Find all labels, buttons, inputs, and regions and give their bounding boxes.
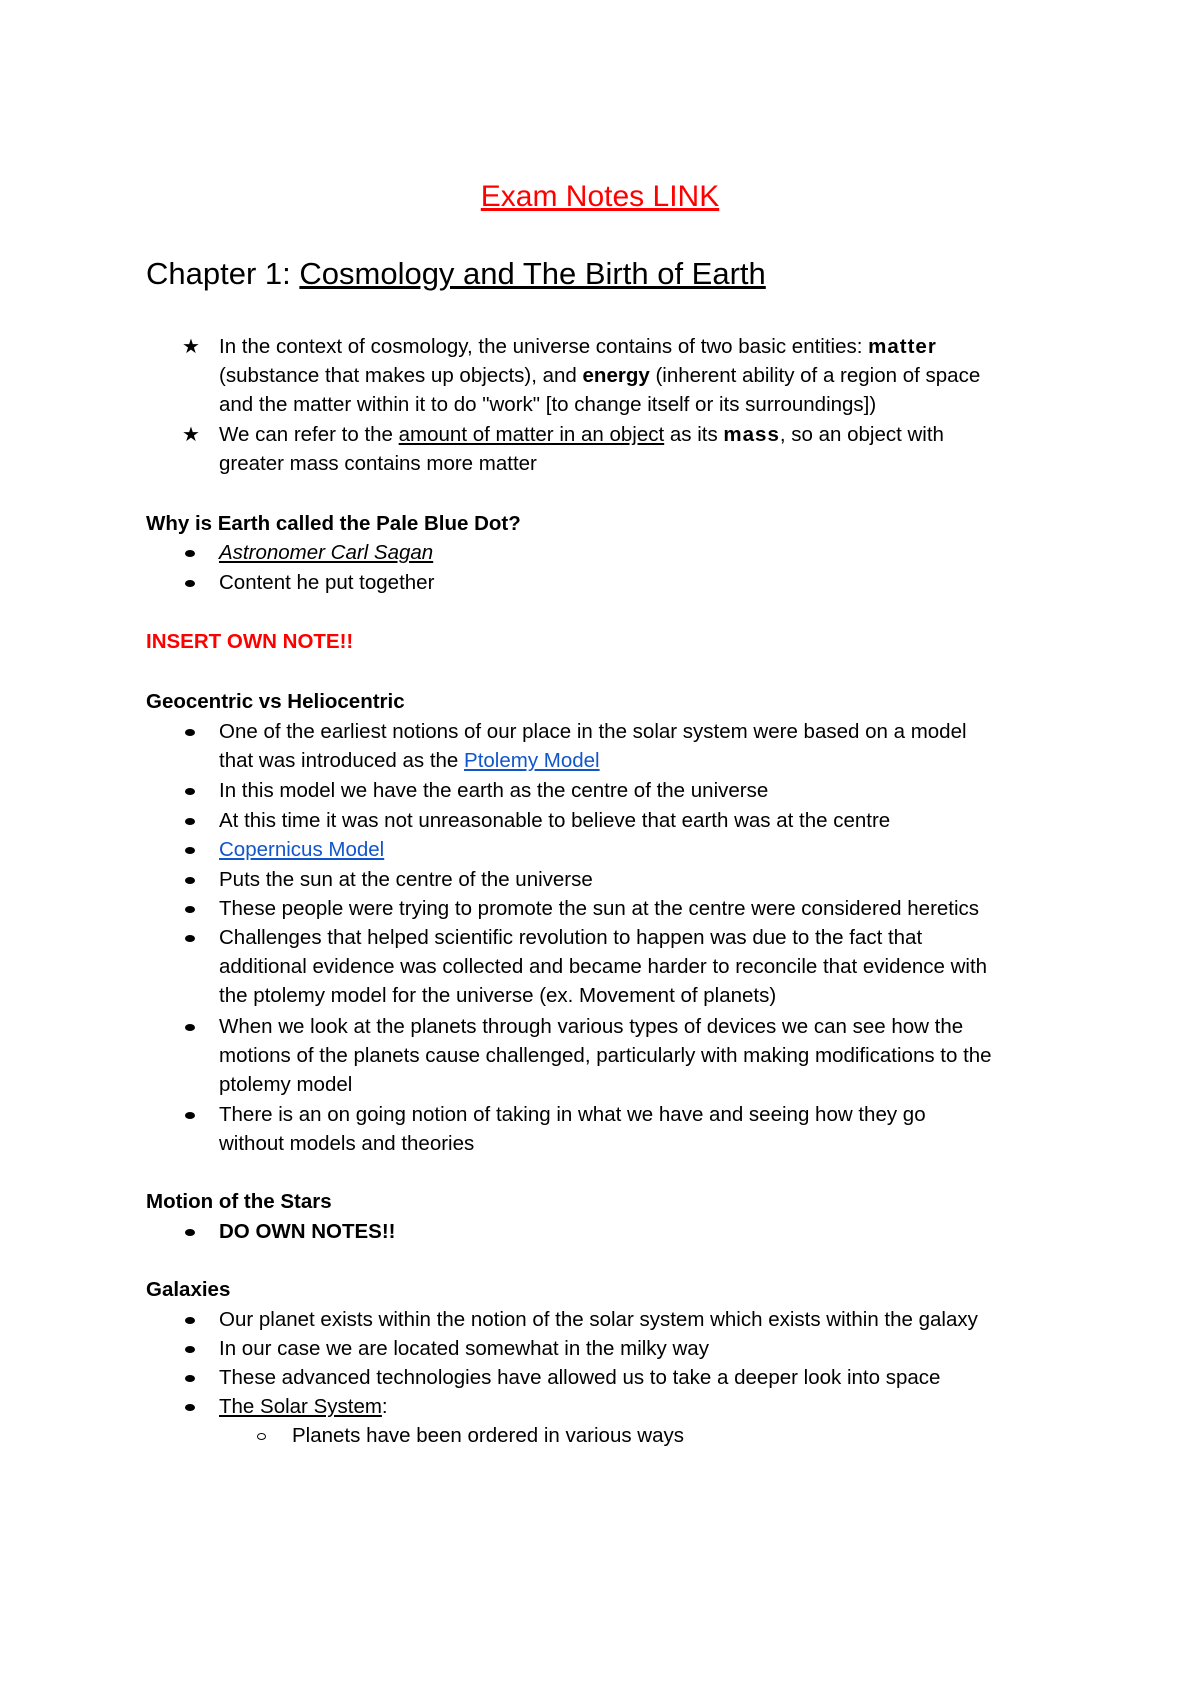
text: (substance that makes up objects), and — [219, 364, 583, 387]
bullet-icon — [185, 1317, 195, 1324]
list-item: These people were trying to promote the sun at the centre were considered heretics — [219, 897, 980, 920]
bullet-icon — [185, 906, 195, 913]
list-item: Puts the sun at the centre of the universe — [219, 868, 593, 891]
intro-bullet-1-line-2 — [219, 363, 980, 389]
list-item — [219, 837, 384, 863]
bullet-icon — [185, 1229, 195, 1236]
chapter-name: Cosmology and The Birth of Earth — [299, 256, 766, 291]
list-item: At this time it was not unreasonable to believe that earth was at the centre — [219, 809, 891, 832]
section-heading-galaxies: Galaxies — [146, 1278, 231, 1301]
text: We can refer to the — [219, 423, 399, 446]
energy-term: energy — [582, 364, 650, 387]
section-heading-geocentric: Geocentric vs Heliocentric — [146, 690, 405, 713]
underlined-text: amount of matter in an object — [398, 423, 665, 446]
list-item: When we look at the planets through various types of devices we can see how the — [219, 1015, 964, 1038]
exam-notes-link[interactable]: Exam Notes LINK — [480, 180, 720, 213]
list-item-continuation: ptolemy model — [219, 1073, 353, 1096]
text: In the context of cosmology, the universe contains of two basic entities: — [219, 335, 869, 358]
text: that was introduced as the — [219, 749, 465, 772]
matter-term: matter — [868, 335, 937, 358]
bullet-icon — [185, 550, 195, 557]
section-heading-pale-blue-dot: Why is Earth called the Pale Blue Dot? — [146, 512, 521, 535]
chapter-prefix: Chapter 1: — [146, 256, 300, 291]
intro-bullet-2-line-2: greater mass contains more matter — [219, 452, 537, 475]
bullet-icon — [185, 1112, 195, 1119]
list-item: In our case we are located somewhat in the milky way — [219, 1337, 709, 1360]
bullet-icon — [185, 1346, 195, 1353]
list-item-continuation — [219, 748, 600, 774]
text: : — [381, 1395, 388, 1418]
list-item: One of the earliest notions of our place in the solar system were based on a model — [219, 720, 967, 743]
bullet-icon — [185, 1404, 195, 1411]
list-item: There is an on going notion of taking in what we have and seeing how they go — [219, 1103, 926, 1126]
list-item-continuation: additional evidence was collected and became harder to reconcile that evidence with — [219, 955, 988, 978]
mass-term: mass — [723, 423, 780, 446]
bullet-icon — [185, 847, 195, 854]
bullet-icon — [185, 1375, 195, 1382]
text: (inherent ability of a region of space — [649, 364, 981, 387]
intro-bullet-1-line-1 — [219, 334, 937, 360]
text: , so an object with — [779, 423, 944, 446]
list-item: These advanced technologies have allowed us to take a deeper look into space — [219, 1366, 941, 1389]
list-item-continuation: without models and theories — [219, 1132, 475, 1155]
sub-list-item: Planets have been ordered in various ways — [292, 1424, 685, 1447]
list-item: DO OWN NOTES!! — [219, 1220, 396, 1243]
bullet-icon — [185, 729, 195, 736]
intro-bullet-2-line-1 — [219, 422, 944, 448]
hollow-bullet-icon — [257, 1433, 266, 1440]
bullet-icon — [185, 877, 195, 884]
list-item-continuation: motions of the planets cause challenged, particularly with making modifications to the — [219, 1044, 992, 1067]
list-item: Our planet exists within the notion of the solar system which exists within the galaxy — [219, 1308, 978, 1331]
solar-system-text: The Solar System — [219, 1395, 382, 1418]
bullet-icon — [185, 788, 195, 795]
bullet-icon — [185, 580, 195, 587]
copernicus-model-link[interactable]: Copernicus Model — [219, 838, 385, 861]
star-bullet-icon: ★ — [182, 424, 200, 446]
ptolemy-model-link[interactable]: Ptolemy Model — [464, 749, 600, 772]
bullet-icon — [185, 935, 195, 942]
intro-bullet-1-line-3: and the matter within it to do "work" [to change itself or its surroundings]) — [219, 393, 877, 416]
star-bullet-icon: ★ — [182, 336, 200, 358]
list-item[interactable]: Astronomer Carl Sagan — [219, 541, 434, 564]
section-heading-motion-of-stars: Motion of the Stars — [146, 1190, 332, 1213]
list-item: In this model we have the earth as the centre of the universe — [219, 779, 769, 802]
list-item: Challenges that helped scientific revolution to happen was due to the fact that — [219, 926, 923, 949]
text: as its — [664, 423, 724, 446]
list-item — [219, 1394, 388, 1420]
list-item-continuation: the ptolemy model for the universe (ex. Movement of planets) — [219, 984, 777, 1007]
bullet-icon — [185, 818, 195, 825]
chapter-heading — [146, 256, 766, 292]
bullet-icon — [185, 1024, 195, 1031]
insert-own-note: INSERT OWN NOTE!! — [146, 630, 354, 653]
list-item: Content he put together — [219, 571, 435, 594]
